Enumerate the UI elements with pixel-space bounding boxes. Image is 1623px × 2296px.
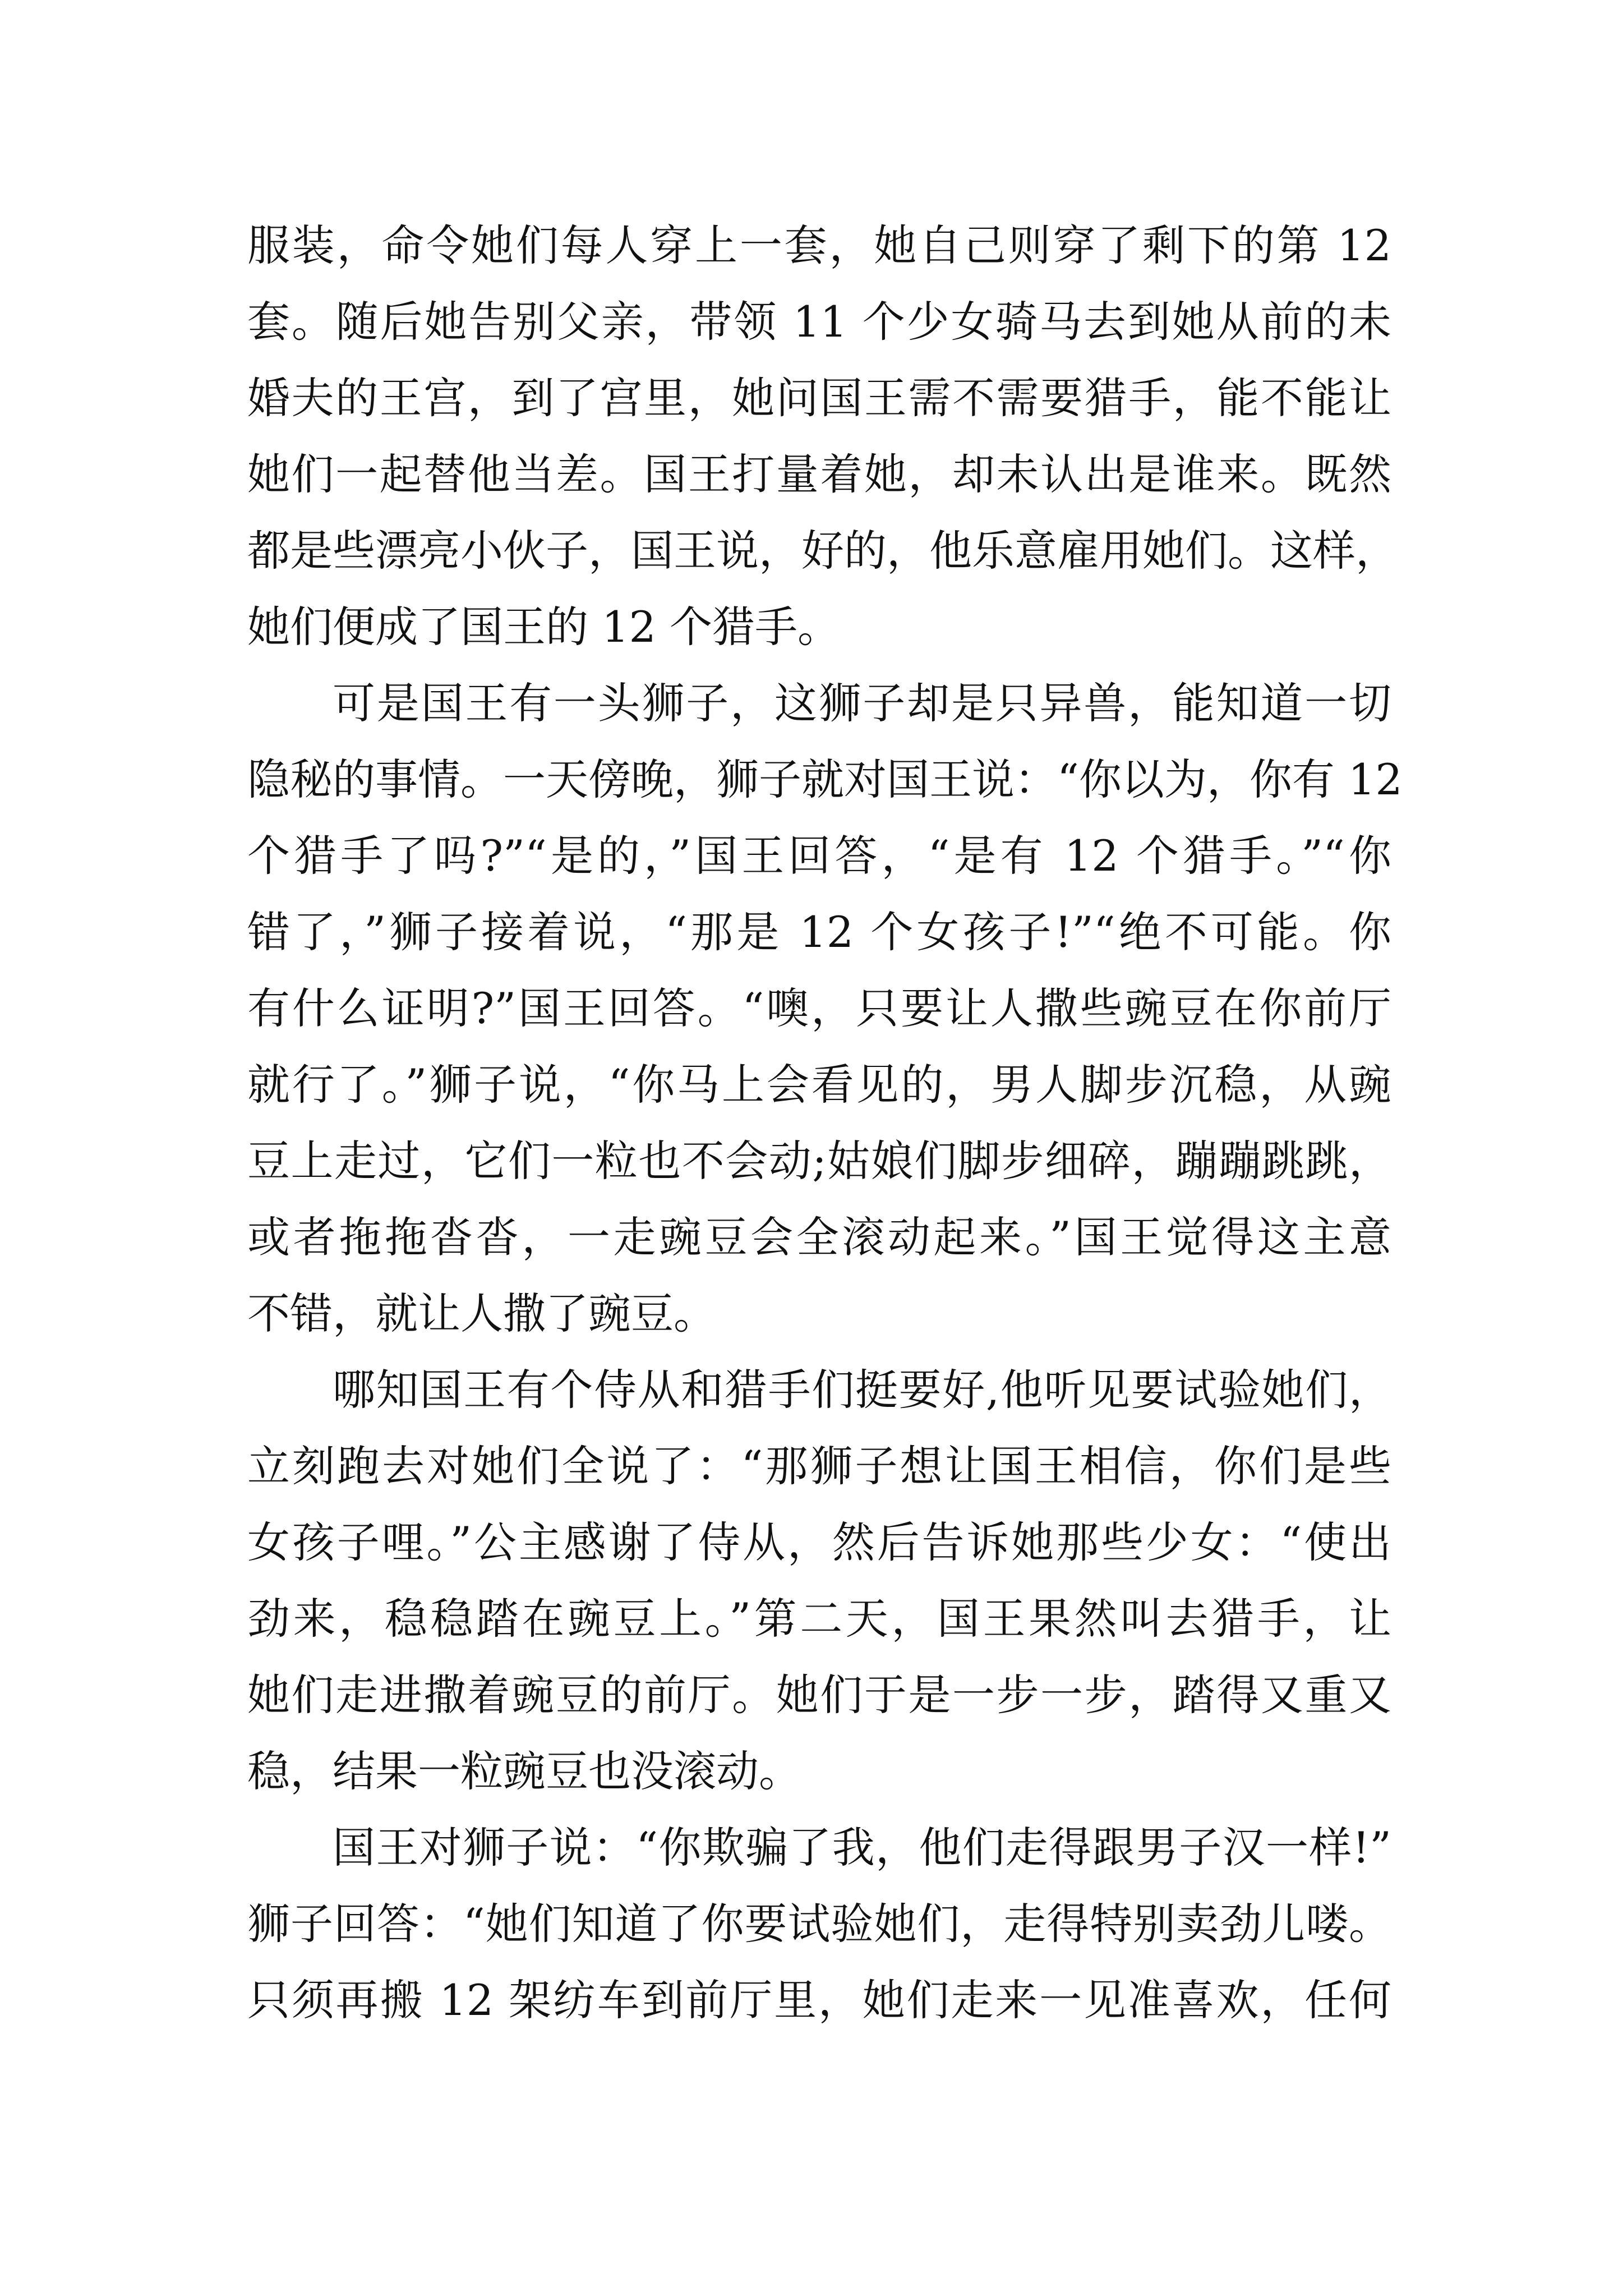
paragraph-start-line: 可是国王有一头狮子，这狮子却是只异兽，能知道一切	[333, 678, 1391, 728]
body-text	[247, 208, 1403, 2039]
text-line: 婚夫的王宫，到了宫里，她问国王需不需要猎手，能不能让	[247, 373, 1391, 423]
text-line: 有什么证明?”国王回答。“噢，只要让人撒些豌豆在你前厅	[247, 983, 1391, 1033]
text-line: 狮子回答：“她们知道了你要试验她们，走得特别卖劲儿喽。	[247, 1899, 1391, 1949]
text-line: 她们走进撒着豌豆的前厅。她们于是一步一步，踏得又重又	[247, 1670, 1391, 1720]
text-line: 只须再搬 12 架纺车到前厅里，她们走来一见准喜欢，任何	[247, 1975, 1391, 2025]
text-line: 个猎手了吗?”“是的，”国王回答，“是有 12 个猎手。”“你	[247, 831, 1391, 881]
text-line: 她们一起替他当差。国王打量着她，却未认出是谁来。既然	[247, 449, 1391, 499]
text-line: 都是些漂亮小伙子，国王说，好的，他乐意雇用她们。这样，	[247, 526, 1398, 576]
text-line: 她们便成了国王的 12 个猎手。	[247, 602, 841, 652]
text-line: 立刻跑去对她们全说了：“那狮子想让国王相信，你们是些	[247, 1441, 1391, 1491]
paragraph-start-line: 国王对狮子说：“你欺骗了我，他们走得跟男子汉一样!”	[333, 1823, 1391, 1872]
paragraph-start-line: 哪知国王有个侍从和猎手们挺要好,他听见要试验她们，	[333, 1365, 1391, 1415]
text-line: 隐秘的事情。一天傍晚，狮子就对国王说：“你以为，你有 12	[247, 754, 1403, 804]
text-line: 稳，结果一粒豌豆也没滚动。	[247, 1746, 801, 1796]
text-line: 豆上走过，它们一粒也不会动;姑娘们脚步细碎，蹦蹦跳跳，	[247, 1136, 1391, 1186]
text-line: 女孩子哩。”公主感谢了侍从，然后告诉她那些少女：“使出	[247, 1517, 1391, 1567]
text-line: 不错，就让人撒了豌豆。	[247, 1289, 716, 1338]
text-line: 错了，”狮子接着说，“那是 12 个女孩子!”“绝不可能。你	[247, 907, 1391, 957]
text-line: 劲来，稳稳踏在豌豆上。”第二天，国王果然叫去猎手，让	[247, 1594, 1391, 1644]
text-line: 服装，命令她们每人穿上一套，她自己则穿了剩下的第 12	[247, 220, 1391, 270]
text-line: 就行了。”狮子说，“你马上会看见的，男人脚步沉稳，从豌	[247, 1060, 1391, 1110]
text-line: 或者拖拖沓沓，一走豌豆会全滚动起来。”国王觉得这主意	[247, 1212, 1391, 1262]
text-line: 套。随后她告别父亲，带领 11 个少女骑马去到她从前的未	[247, 297, 1391, 347]
